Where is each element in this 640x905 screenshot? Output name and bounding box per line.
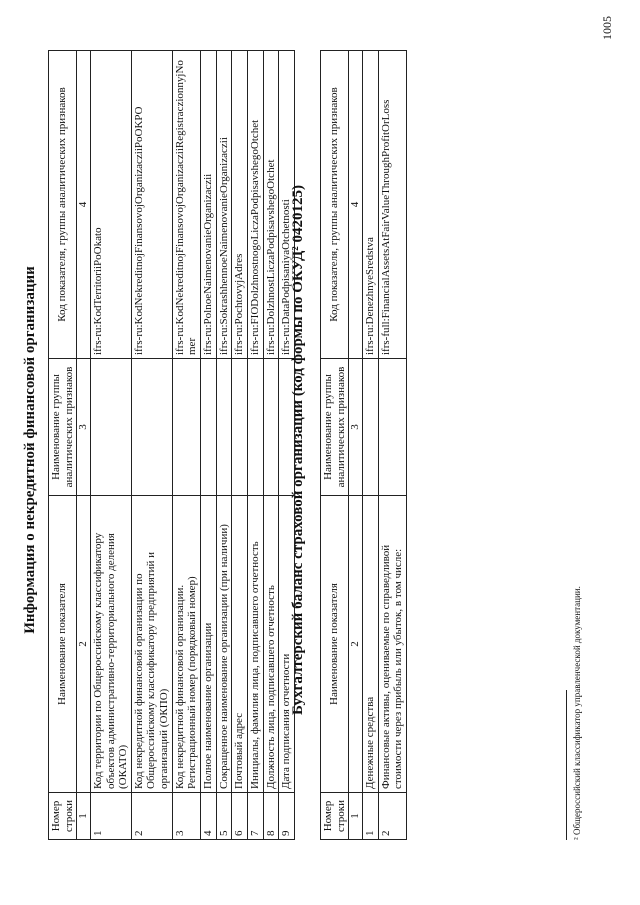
table-row xyxy=(247,51,263,840)
indicator-name: Код некредитной финансовой организации по Общероссийскому классификатору предприятий и организаций (ОКПО) xyxy=(131,496,172,793)
table-row xyxy=(90,51,131,840)
indicator-name: Сокращенное наименование организации (при наличии) xyxy=(216,496,232,793)
row-number: 7 xyxy=(247,793,263,840)
table-row xyxy=(131,51,172,840)
indicator-name: Должность лица, подписавшего отчетность xyxy=(263,496,279,793)
header-code: Код показателя, группы аналитических признаков xyxy=(49,51,77,359)
header-code: Код показателя, группы аналитических признаков xyxy=(321,51,349,359)
column-index-row xyxy=(77,51,91,840)
row-number: 3 xyxy=(172,793,200,840)
balance-sheet-table xyxy=(320,50,407,840)
group-name xyxy=(232,359,248,496)
group-name xyxy=(263,359,279,496)
row-number: 8 xyxy=(263,793,279,840)
indicator-code: ifrs-ru:PolnoeNaimenovanieOrganizaczii xyxy=(201,51,217,359)
indicator-name: Почтовый адрес xyxy=(232,496,248,793)
group-name xyxy=(216,359,232,496)
row-number: 2 xyxy=(378,793,406,840)
group-name xyxy=(378,359,406,496)
indicator-code: ifrs-full:FinancialAssetsAtFairValueThroughProfitOrLoss xyxy=(378,51,406,359)
header-row-number: Номер строки xyxy=(321,793,349,840)
table-header-row xyxy=(49,51,77,840)
column-index: 1 xyxy=(77,793,91,840)
table-header-row xyxy=(321,51,349,840)
organization-info-table xyxy=(48,50,295,840)
indicator-code: ifrs-ru:DataPodpisaniyaOtchetnosti xyxy=(279,51,295,359)
header-indicator-name: Наименование показателя xyxy=(49,496,77,793)
column-index: 2 xyxy=(349,496,363,793)
indicator-code: ifrs-ru:SokrashhennoeNaimenovanieOrganizaczii xyxy=(216,51,232,359)
table-row xyxy=(378,51,406,840)
table-row xyxy=(216,51,232,840)
group-name xyxy=(131,359,172,496)
header-group-name: Наименование группы аналитических признаков xyxy=(321,359,349,496)
column-index: 3 xyxy=(77,359,91,496)
column-index: 4 xyxy=(349,51,363,359)
row-number: 1 xyxy=(90,793,131,840)
header-group-name: Наименование группы аналитических признаков xyxy=(49,359,77,496)
indicator-name: Код территории по Общероссийскому классификатору объектов административно-территориального деления (ОКАТО) xyxy=(90,496,131,793)
indicator-name: Инициалы, фамилия лица, подписавшего отчетность xyxy=(247,496,263,793)
footnote-divider xyxy=(566,690,567,840)
section2-title: Бухгалтерский баланс страховой организации (код формы по ОКУД² 0420125) xyxy=(290,184,306,716)
indicator-name: Код некредитной финансовой организации. Регистрационный номер (порядковый номер) xyxy=(172,496,200,793)
row-number: 2 xyxy=(131,793,172,840)
page-number: 1005 xyxy=(600,16,614,40)
column-index: 3 xyxy=(349,359,363,496)
table-row xyxy=(362,51,378,840)
column-index: 1 xyxy=(349,793,363,840)
column-index-row xyxy=(349,51,363,840)
indicator-name: Денежные средства xyxy=(362,496,378,793)
table-row xyxy=(172,51,200,840)
section1-title: Информация о некредитной финансовой организации xyxy=(22,266,38,634)
column-index: 4 xyxy=(77,51,91,359)
indicator-code: ifrs-ru:DenezhnyeSredstva xyxy=(362,51,378,359)
indicator-name: Полное наименование организации xyxy=(201,496,217,793)
header-indicator-name: Наименование показателя xyxy=(321,496,349,793)
indicator-code: ifrs-ru:KodTerritoriiPoOkato xyxy=(90,51,131,359)
indicator-code: ifrs-ru:DolzhnostLiczaPodpisavshegoOtchet xyxy=(263,51,279,359)
table-row xyxy=(201,51,217,840)
group-name xyxy=(201,359,217,496)
indicator-code: ifrs-ru:FIODolzhnostnogoLiczaPodpisavshegoOtchet xyxy=(247,51,263,359)
group-name xyxy=(362,359,378,496)
row-number: 4 xyxy=(201,793,217,840)
indicator-name: Финансовые активы, оцениваемые по справедливой стоимости через прибыль или убыток, в том числе: xyxy=(378,496,406,793)
footnote: ² Общероссийский классификатор управленческой документации. xyxy=(572,586,582,840)
indicator-name: Дата подписания отчетности xyxy=(279,496,295,793)
table-row xyxy=(232,51,248,840)
row-number: 9 xyxy=(279,793,295,840)
column-index: 2 xyxy=(77,496,91,793)
indicator-code: ifrs-ru:KodNekreditnojFinansovojOrganizacziiRegistraczionnyjNomer xyxy=(172,51,200,359)
indicator-code: ifrs-ru:PochtovyjAdres xyxy=(232,51,248,359)
group-name xyxy=(172,359,200,496)
row-number: 1 xyxy=(362,793,378,840)
table-row xyxy=(263,51,279,840)
group-name xyxy=(247,359,263,496)
row-number: 6 xyxy=(232,793,248,840)
indicator-code: ifrs-ru:KodNekreditnojFinansovojOrganizacziiPoOKPO xyxy=(131,51,172,359)
header-row-number: Номер строки xyxy=(49,793,77,840)
row-number: 5 xyxy=(216,793,232,840)
group-name xyxy=(90,359,131,496)
